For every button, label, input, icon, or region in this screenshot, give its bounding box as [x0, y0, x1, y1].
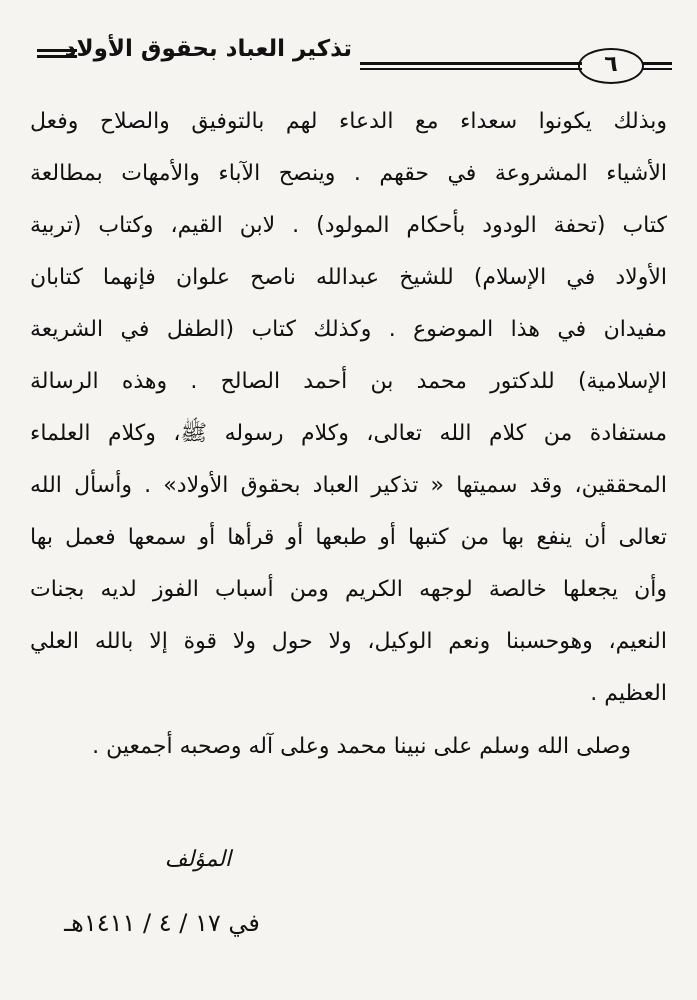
- text-line: الأشياء المشروعة في حقهم . وينصح الآباء والأمهات بمطالعة: [30, 161, 667, 186]
- header-rule-tail-bottom: [642, 68, 672, 70]
- text-line: وأن يجعلها خالصة لوجهه الكريم ومن أسباب الفوز لديه بجنات: [30, 577, 667, 602]
- text-line-final: العظيم .: [590, 681, 667, 706]
- text-line: الأولاد في الإسلام) للشيخ عبدالله ناصح علوان فإنهما كتابان: [30, 265, 667, 290]
- header-rule-right-top: [360, 62, 582, 65]
- text-line: مستفادة من كلام الله تعالى، وكلام رسوله ﷺ، وكلام العلماء: [30, 421, 667, 446]
- author-label: المؤلف: [164, 847, 232, 872]
- text-line: مفيدان في هذا الموضوع . وكذلك كتاب (الطفل في الشريعة: [30, 317, 667, 342]
- page-header: [0, 0, 697, 100]
- running-title: تذكير العباد بحقوق الأولاد: [64, 36, 352, 62]
- text-line: المحققين، وقد سميتها « تذكير العباد بحقوق الأولاد» . وأسأل الله: [30, 473, 667, 498]
- signature-date: في ١٧ / ٤ / ١٤١١هـ: [64, 909, 260, 937]
- closing-prayer: وصلى الله وسلم على نبينا محمد وعلى آله وصحبه أجمعين .: [92, 734, 631, 759]
- text-line: النعيم، وهوحسبنا ونعم الوكيل، ولا حول ولا قوة إلا بالله العلي: [30, 629, 667, 654]
- text-line: تعالى أن ينفع بها من كتبها أو طبعها أو قرأها أو سمعها فعمل بها: [30, 525, 667, 550]
- header-rule-tail-top: [642, 62, 672, 65]
- text-line: الإسلامية) للدكتور محمد بن أحمد الصالح . وهذه الرسالة: [30, 369, 667, 394]
- header-rule-right-bottom: [360, 68, 582, 70]
- text-line: كتاب (تحفة الودود بأحكام المولود) . لابن القيم، وكتاب (تربية: [30, 213, 667, 238]
- text-line: وبذلك يكونوا سعداء مع الدعاء لهم بالتوفيق والصلاح وفعل: [30, 109, 667, 134]
- page-number: ٦: [578, 48, 644, 84]
- body-paragraph: [30, 96, 667, 720]
